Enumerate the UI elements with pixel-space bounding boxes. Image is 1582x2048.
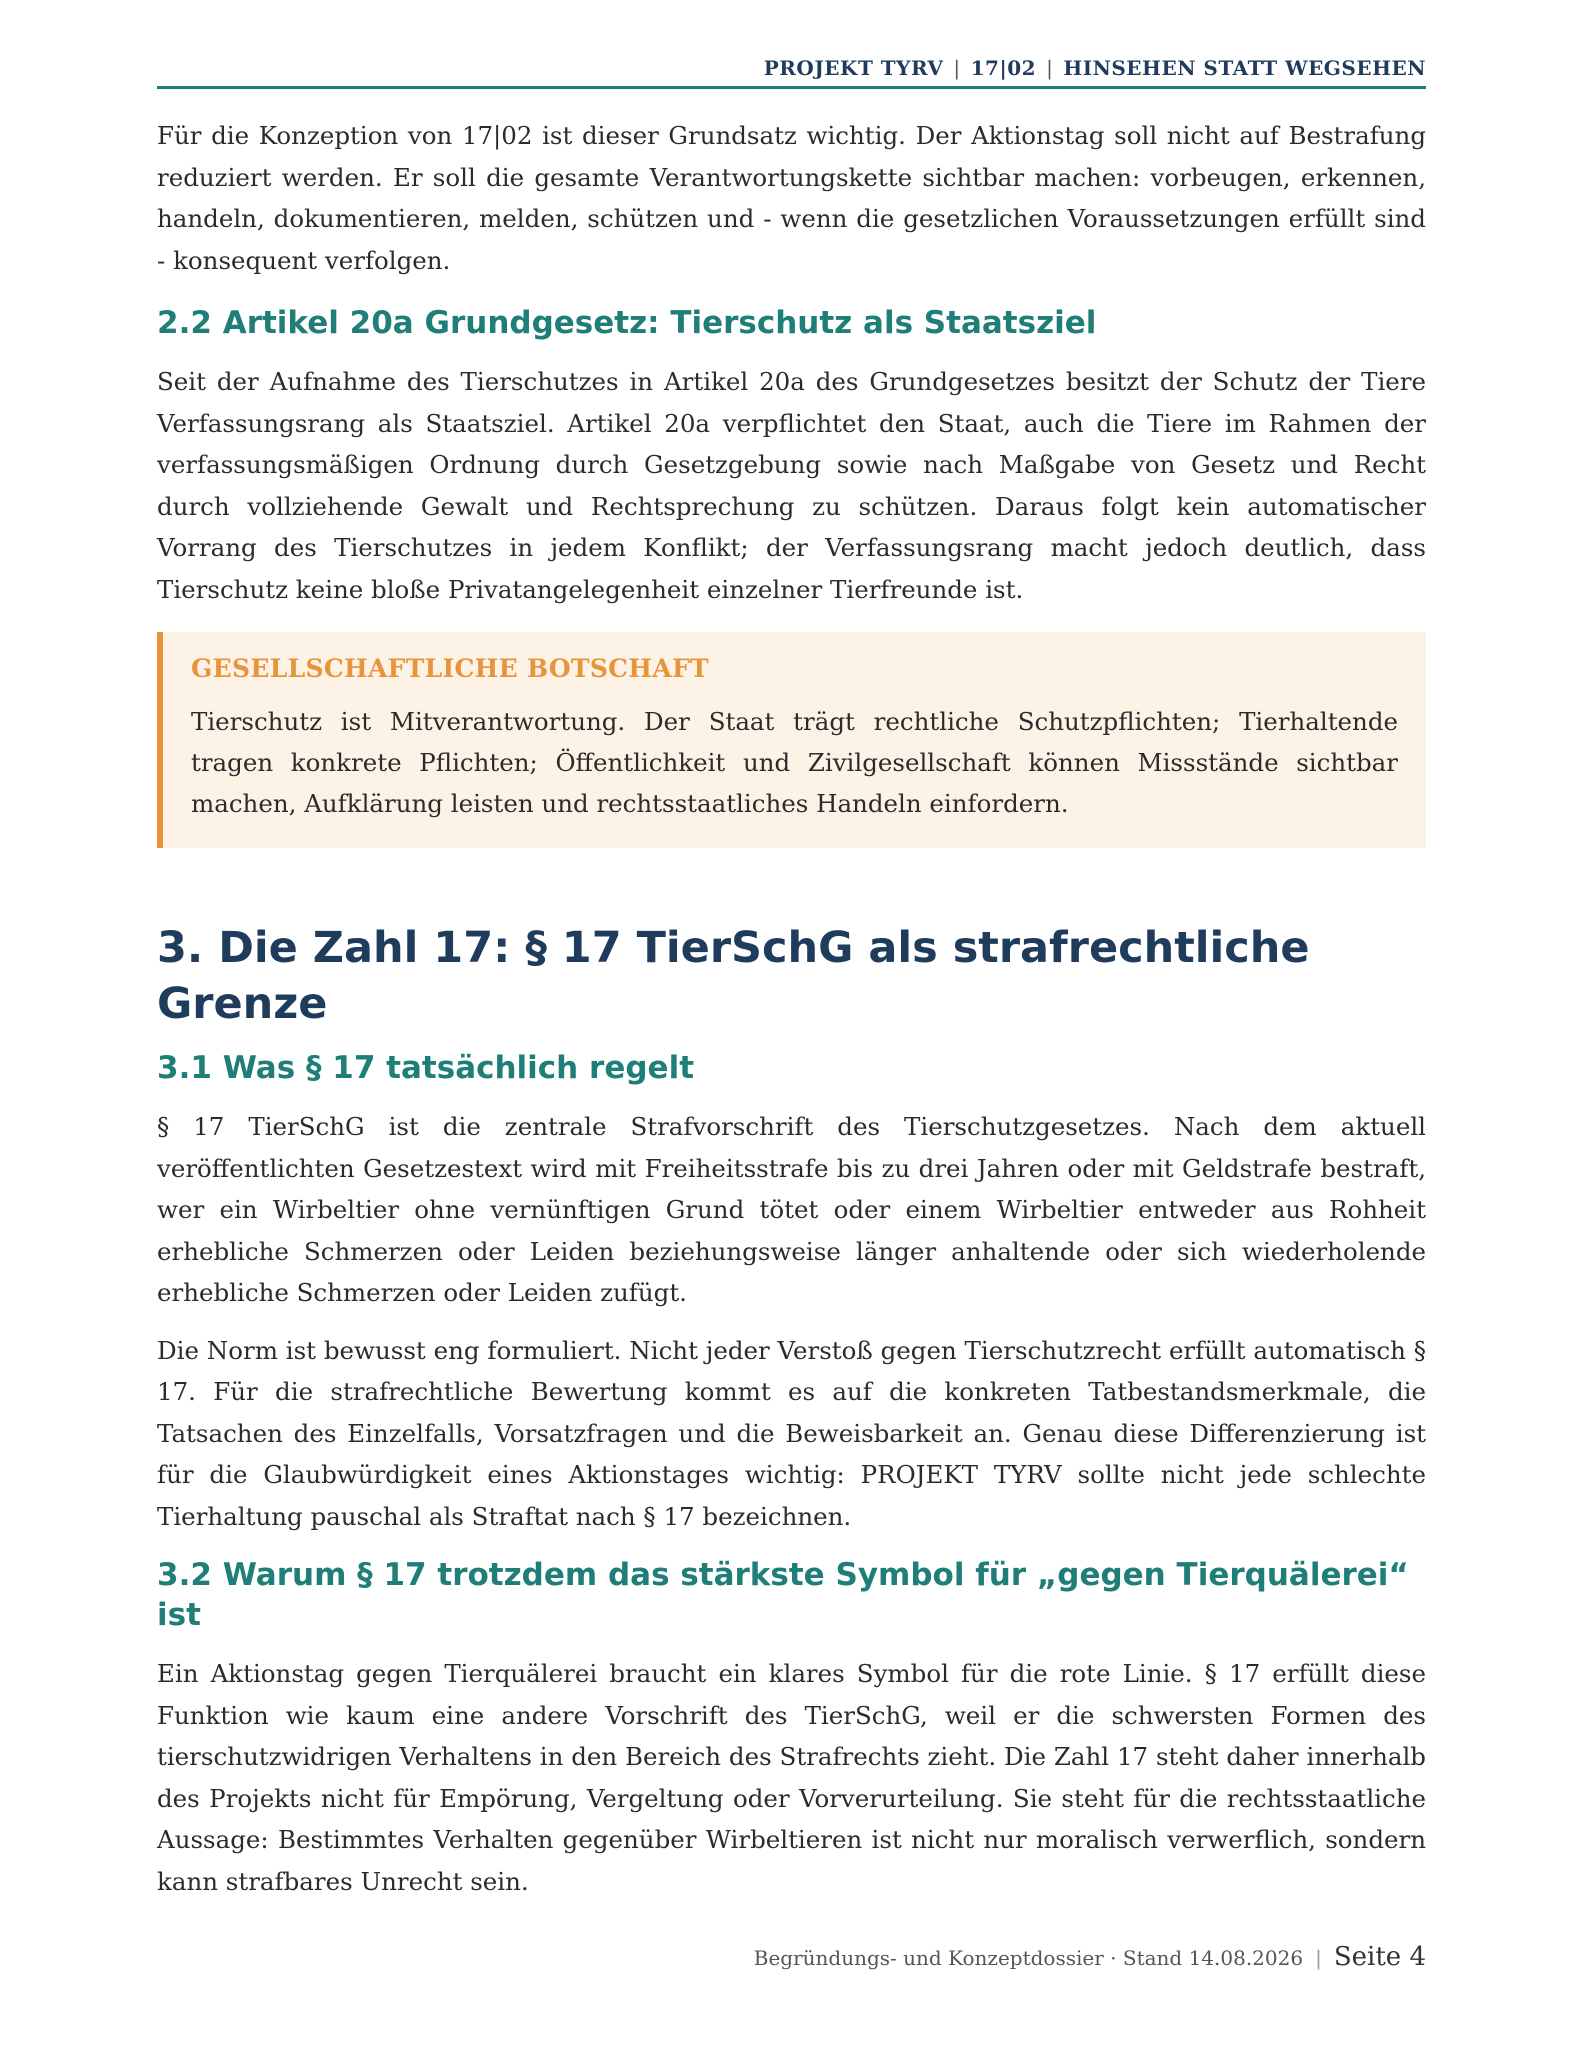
callout-title: GESELLSCHAFTLICHE BOTSCHAFT xyxy=(191,654,709,683)
section-2-2-paragraph: Seit der Aufnahme des Tierschutzes in Artikel 20a des Grundgesetzes besitzt der Schutz der Tiere Verfassungsrang als Staatsziel. Artikel 20a verpflichtet den Staat, auch die Tiere im Rahmen der verfassungsmäßigen Ordnung durch Gesetzgebung sowie nach Maßgabe von Gesetz und Recht durch vollziehende Gewalt und Rechtsprechung zu schützen. Daraus folgt kein automatischer Vorrang des Tierschutzes in jedem Konflikt; der Verfassungsrang macht jedoch deutlich, dass Tierschutz keine bloße Privatangelegenheit einzelner Tierfreunde ist. xyxy=(157,367,1426,604)
page-number: Seite 4 xyxy=(1333,1942,1426,1972)
footer-separator: | xyxy=(1315,1946,1322,1970)
document-page xyxy=(157,56,1426,1902)
running-header xyxy=(157,56,1426,89)
header-separator: | xyxy=(1046,56,1054,80)
intro-paragraph: Für die Konzeption von 17|02 ist dieser Grundsatz wichtig. Der Aktionstag soll nicht auf Bestrafung reduziert werden. Er soll die gesamte Verantwortungskette sichtbar machen: vorbeugen, erkennen, handeln, dokumentieren, melden, schützen und - wenn die gesetzlichen Voraussetzungen erfüllt sind - konsequent verfolgen. xyxy=(157,121,1426,275)
header-code: 17|02 xyxy=(970,56,1037,80)
section-3-1-paragraph-1: § 17 TierSchG ist die zentrale Strafvorschrift des Tierschutzgesetzes. Nach dem aktuell veröffentlichten Gesetzestext wird mit Freiheitsstrafe bis zu drei Jahren oder mit Geldstrafe bestraft, wer ein Wirbeltier ohne vernünftigen Grund tötet oder einem Wirbeltier entweder aus Rohheit erhebliche Schmerzen oder Leiden beziehungsweise länger anhaltende oder sich wiederholende erhebliche Schmerzen oder Leiden zufügt. xyxy=(157,1112,1426,1307)
callout-text: Tierschutz ist Mitverantwortung. Der Staat trägt rechtliche Schutzpflichten; Tierhaltende tragen konkrete Pflichten; Öffentlichkeit und Zivilgesellschaft können Missstände sichtbar machen, Aufklärung leisten und rechtsstaatliches Handeln einfordern. xyxy=(191,707,1398,818)
header-separator: | xyxy=(953,56,961,80)
section-3-1-heading: 3.1 Was § 17 tatsächlich regelt xyxy=(157,1050,695,1086)
header-project: PROJEKT TYRV xyxy=(763,56,944,80)
section-2-2-heading: 2.2 Artikel 20a Grundgesetz: Tierschutz als Staatsziel xyxy=(157,305,1097,341)
section-3-2-heading: 3.2 Warum § 17 trotzdem das stärkste Symbol für „gegen Tierquälerei“ ist xyxy=(157,1557,1409,1633)
section-3-heading: 3. Die Zahl 17: § 17 TierSchG als strafrechtliche Grenze xyxy=(157,923,1310,1029)
message-callout xyxy=(157,632,1426,848)
running-footer xyxy=(754,1942,1426,1972)
footer-doc-info: Begründungs- und Konzeptdossier · Stand 14.08.2026 xyxy=(753,1946,1304,1970)
header-motto: HINSEHEN STATT WEGSEHEN xyxy=(1063,56,1426,80)
section-3-2-paragraph: Ein Aktionstag gegen Tierquälerei braucht ein klares Symbol für die rote Linie. § 17 erfüllt diese Funktion wie kaum eine andere Vorschrift des TierSchG, weil er die schwersten Formen des tierschutzwidrigen Verhaltens in den Bereich des Strafrechts zieht. Die Zahl 17 steht daher innerhalb des Projekts nicht für Empörung, Vergeltung oder Vorverurteilung. Sie steht für die rechtsstaatliche Aussage: Bestimmtes Verhalten gegenüber Wirbeltieren ist nicht nur moralisch verwerflich, sondern kann strafbares Unrecht sein. xyxy=(157,1659,1426,1896)
section-3-1-paragraph-2: Die Norm ist bewusst eng formuliert. Nicht jeder Verstoß gegen Tierschutzrecht erfüllt automatisch § 17. Für die strafrechtliche Bewertung kommt es auf die konkreten Tatbestandsmerkmale, die Tatsachen des Einzelfalls, Vorsatzfragen und die Beweisbarkeit an. Genau diese Differenzierung ist für die Glaubwürdigkeit eines Aktionstages wichtig: PROJEKT TYRV sollte nicht jede schlechte Tierhaltung pauschal als Straftat nach § 17 bezeichnen. xyxy=(157,1335,1426,1531)
